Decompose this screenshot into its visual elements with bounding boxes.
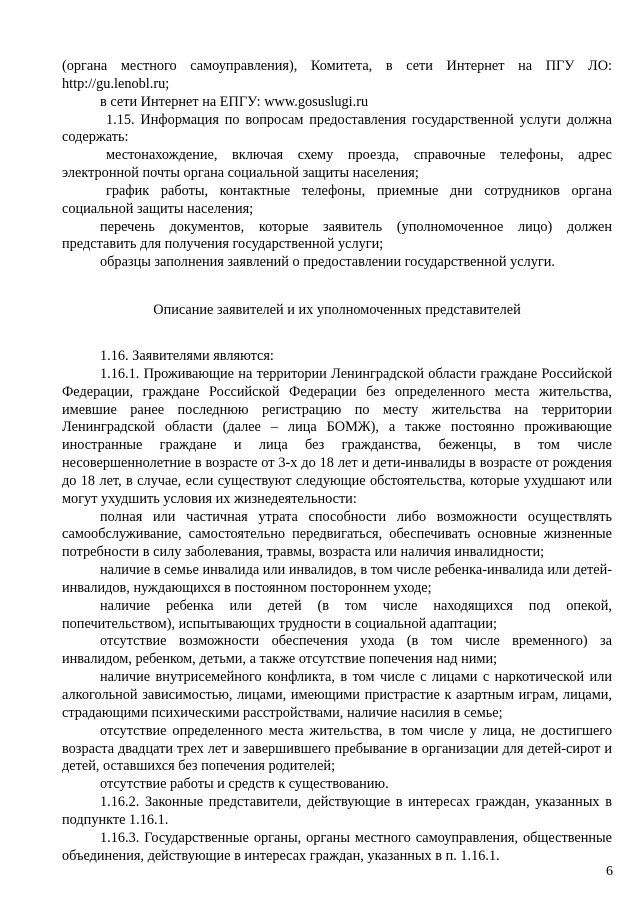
section-heading: Описание заявителей и их уполномоченных представителей xyxy=(153,302,521,319)
paragraph: отсутствие работы и средств к существованию. xyxy=(100,776,389,793)
paragraph: местонахождение, включая схему проезда, справочные телефоны, адрес электронной почты органа социальной защиты населения; xyxy=(62,147,612,182)
paragraph: отсутствие возможности обеспечения ухода (в том числе временного) за инвалидом, ребенком, детьми, а также отсутствие попечения над ними; xyxy=(62,633,612,668)
paragraph: 1.16.3. Государственные органы, органы местного самоуправления, общественные объединения, действующие в интересах граждан, указанных в п. 1.16.1. xyxy=(62,829,612,864)
paragraph: отсутствие определенного места жительства, в том числе у лица, не достигшего возраста двадцати трех лет и завершившего пребывание в организации для детей-сирот и детей, оставшихся без попечения родителей; xyxy=(62,722,612,775)
paragraph: 1.16.2. Законные представители, действующие в интересах граждан, указанных в подпункте 1.16.1. xyxy=(62,794,612,828)
paragraph: 1.16. Заявителями являются: xyxy=(100,347,274,364)
document-page xyxy=(62,58,612,865)
page-number: 6 xyxy=(606,864,613,879)
paragraph: наличие в семье инвалида или инвалидов, в том числе ребенка-инвалида или детей-инвалидов, нуждающихся в постоянном постороннем уходе; xyxy=(62,562,612,596)
paragraph: 1.16.1. Проживающие на территории Ленинградской области граждане Российской Федерации, граждане Российской Федерации без определенного места жительства, имевшие ранее последнюю регистрацию по месту жительства на территории Ленинградской области (далее – лица БОМЖ), а также постоянно проживающие иностранные граждане и лица без гражданства, беженцы, в том числе несовершеннолетние в возрасте от 3-х до 18 лет и дети-инвалиды в возрасте от рождения до 18 лет, в случае, если существуют следующие обстоятельства, которые ухудшают или могут ухудшить условия их жизнедеятельности: xyxy=(62,365,612,507)
paragraph: в сети Интернет на ЕПГУ: www.gosuslugi.ru xyxy=(100,93,369,110)
paragraph: график работы, контактные телефоны, приемные дни сотрудников органа социальной защиты населения; xyxy=(62,182,612,217)
paragraph: перечень документов, которые заявитель (уполномоченное лицо) должен представить для получения государственной услуги; xyxy=(62,218,612,253)
paragraph: полная или частичная утрата способности либо возможности осуществлять самообслуживание, самостоятельно передвигаться, обеспечивать основные жизненные потребности в силу заболевания, травмы, возраста или наличия инвалидности; xyxy=(62,508,612,561)
paragraph: наличие внутрисемейного конфликта, в том числе с лицами с наркотической или алкогольной зависимостью, лицами, имеющими пристрастие к азартным играм, лицами, страдающими психическими расстройствами, наличие насилия в семье; xyxy=(62,669,612,721)
paragraph: (органа местного самоуправления), Комитета, в сети Интернет на ПГУ ЛО: http://gu.lenobl.ru; xyxy=(62,58,612,92)
paragraph: наличие ребенка или детей (в том числе находящихся под опекой, попечительством), испытывающих трудности в социальной адаптации; xyxy=(62,597,612,632)
paragraph: образцы заполнения заявлений о предоставлении государственной услуги. xyxy=(100,254,556,271)
paragraph: 1.15. Информация по вопросам предоставления государственной услуги должна содержать: xyxy=(62,111,612,146)
